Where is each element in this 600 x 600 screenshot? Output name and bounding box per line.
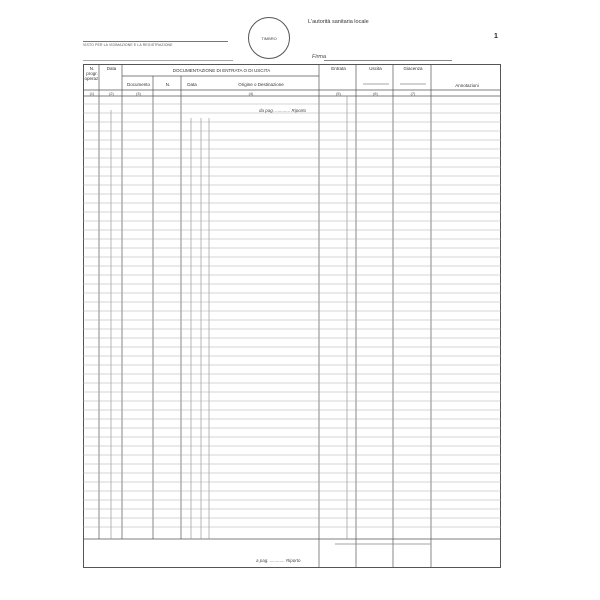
header-documento: Documento [126,82,150,87]
header-annotazioni: Annotazioni [455,83,479,88]
column-number-3: (3) [136,92,141,96]
header-giacenza: Giacenza [403,66,423,71]
authority-label: L'autorità sanitaria locale [308,19,369,25]
header-uscita: Uscita [369,66,382,71]
page-number: 1 [494,33,498,40]
column-number-7: (7) [410,92,416,96]
column-number-4: (4) [248,92,254,96]
top-rule [83,60,233,61]
header-num-progr: N. progr. operaz. [84,66,100,81]
header-data: Data [106,66,117,71]
header-entrata: Entrata [331,66,346,71]
vidimation-caption: VISTO PER LA VIDIMAZIONE E LA REGISTRAZIONE [83,41,228,47]
column-number-6: (6) [373,92,378,96]
signature-label: Firma [312,54,327,60]
stamp-label: TIMBRO [261,35,277,41]
riporto-bottom-label: a pag. ............ Riporto [256,558,301,563]
header-doc-n: N. [165,82,171,87]
header-doc-data: Data [187,82,197,87]
header-origine: Origine o Destinazione [238,82,284,87]
register-table [83,64,501,568]
stamp-circle [248,17,290,59]
riporto-top-label: da pag. ............ Riporto [259,108,307,113]
column-number-1: (1) [89,92,95,96]
header-documentazione: DOCUMENTAZIONE DI ENTRATA O DI USCITA [172,68,271,73]
signature-line [324,60,452,61]
register-grid [83,64,501,568]
column-number-2: (2) [109,92,114,96]
column-number-5: (5) [336,92,341,96]
